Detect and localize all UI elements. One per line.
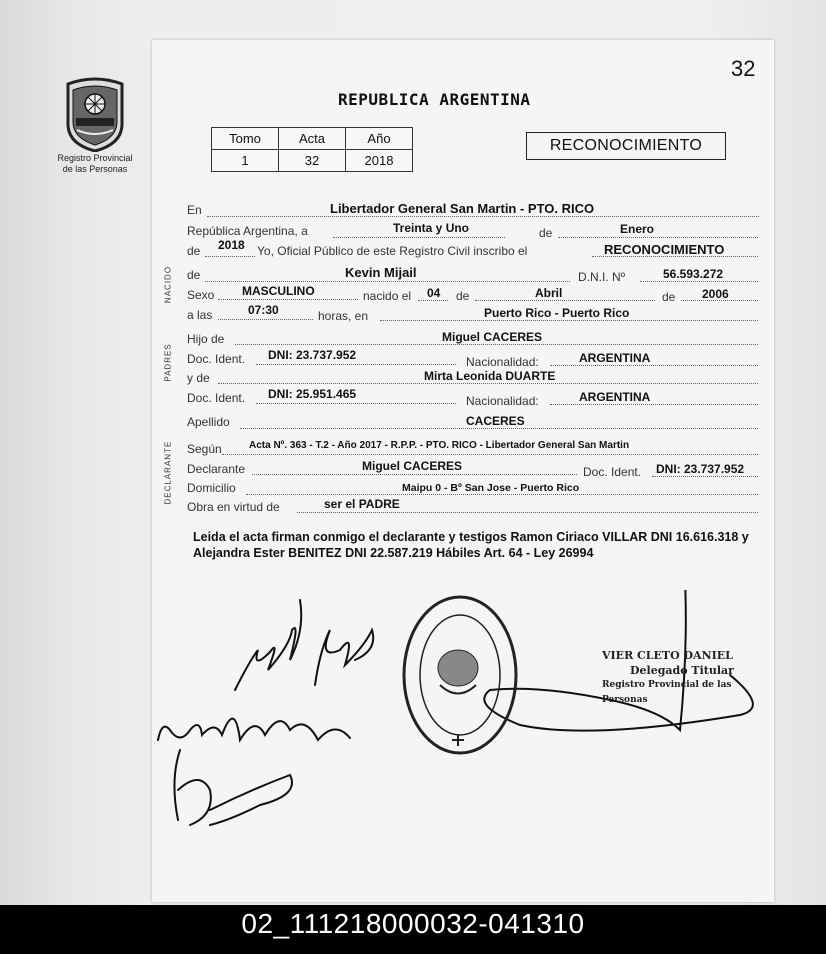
- act-table-value-row: [212, 150, 413, 172]
- de-label: de: [456, 289, 470, 303]
- hijo-label: Hijo de: [187, 332, 225, 346]
- mother-doc-value: DNI: 25.951.465: [268, 387, 357, 401]
- dotted-line: [218, 299, 358, 300]
- document-type-box: RECONOCIMIENTO: [526, 132, 726, 160]
- officer-title: Delegado Titular: [630, 664, 734, 677]
- dotted-line: [205, 281, 570, 282]
- de-label: de: [662, 290, 676, 304]
- father-nationality-value: ARGENTINA: [579, 351, 651, 365]
- declarante-label: Declarante: [187, 462, 246, 476]
- dotted-line: [240, 428, 758, 429]
- signatures-and-stamp: [140, 590, 780, 860]
- de-label: de: [539, 226, 553, 240]
- declarante-doc-value: DNI: 23.737.952: [656, 462, 745, 476]
- dotted-line: [205, 256, 255, 257]
- dotted-line: [297, 512, 758, 513]
- republica-label: República Argentina, a: [187, 224, 308, 238]
- act-table-header-row: [212, 128, 413, 150]
- closing-note: Leida el acta firman conmigo el declarante y testigos Ramon Ciriaco VILLAR DNI 16.616.318 y Alejandra Ester BENITEZ DNI 22.587.219 Hábiles Art. 64 - Ley 26994: [193, 530, 749, 560]
- dotted-line: [558, 237, 758, 238]
- horas-label: horas, en: [318, 309, 369, 323]
- birth-month-value: Abril: [535, 286, 563, 300]
- dotted-line: [550, 404, 758, 405]
- side-label-nacido: NACIDO: [163, 265, 173, 304]
- dotted-line: [256, 403, 456, 404]
- signature-witness-2: [158, 719, 350, 740]
- de-label: de: [187, 268, 201, 282]
- year-value: 2018: [218, 238, 245, 252]
- registry-name: [48, 153, 142, 175]
- act-table-header: Año: [346, 128, 413, 150]
- nacido-label: nacido el: [363, 289, 412, 303]
- doc-label: Doc. Ident.: [187, 352, 246, 366]
- dotted-line: [246, 494, 758, 495]
- father-name-value: Miguel CACERES: [442, 330, 543, 344]
- alas-label: a las: [187, 308, 213, 322]
- dni-label: D.N.I. Nº: [578, 270, 626, 284]
- day-value: Treinta y Uno: [393, 221, 470, 235]
- mother-nationality-value: ARGENTINA: [579, 390, 651, 404]
- dotted-line: [418, 300, 448, 301]
- dotted-line: [207, 216, 759, 217]
- birth-year-value: 2006: [702, 287, 729, 301]
- act-table-cell: 1: [212, 150, 279, 172]
- obra-value: ser el PADRE: [324, 497, 400, 511]
- dotted-line: [235, 344, 758, 345]
- dotted-line: [256, 364, 456, 365]
- de-label: de: [187, 244, 201, 258]
- officer-name: VIER CLETO DANIEL: [602, 649, 733, 662]
- registry-name-line1: Registro Provincial: [57, 153, 133, 163]
- mother-name-value: Mirta Leonida DUARTE: [424, 369, 556, 383]
- dotted-line: [218, 383, 758, 384]
- apellido-value: CACERES: [466, 414, 525, 428]
- registry-name-line2: de las Personas: [62, 164, 128, 174]
- birth-place-value: Puerto Rico - Puerto Rico: [484, 306, 630, 320]
- signature-witness-1: [315, 630, 373, 685]
- signature-officer-initials: [174, 750, 292, 825]
- act-table-header: Tomo: [212, 128, 279, 150]
- page-number: 32: [731, 56, 756, 81]
- segun-value: Acta Nº. 363 - T.2 - Año 2017 - R.P.P. - PTO. RICO - Libertador General San Martin: [249, 440, 630, 451]
- signature-declarante: [235, 600, 301, 690]
- dotted-line: [640, 281, 758, 282]
- declarante-value: Miguel CACERES: [362, 459, 463, 473]
- domicilio-value: Maipu 0 - Bº San Jose - Puerto Rico: [402, 482, 580, 494]
- doc-label: Doc. Ident.: [187, 391, 246, 405]
- dotted-line: [550, 365, 758, 366]
- officer-office: Registro Provincial de las Personas: [602, 680, 732, 705]
- dotted-line: [475, 300, 655, 301]
- sexo-value: MASCULINO: [242, 284, 315, 298]
- child-name-value: Kevin Mijail: [345, 265, 417, 280]
- dni-value: 56.593.272: [663, 267, 724, 281]
- document-header: REPUBLICA ARGENTINA: [338, 90, 531, 109]
- nacionalidad-label: Nacionalidad:: [466, 355, 539, 369]
- yde-label: y de: [187, 371, 210, 385]
- sexo-label: Sexo: [187, 288, 215, 302]
- side-label-padres: PADRES: [163, 343, 173, 382]
- dotted-line: [218, 319, 313, 320]
- inscribo-value: RECONOCIMIENTO: [604, 242, 725, 257]
- side-label-declarante: DECLARANTE: [163, 440, 173, 505]
- officer-stamp: [602, 648, 752, 708]
- nacionalidad-label: Nacionalidad:: [466, 394, 539, 408]
- act-table-cell: 32: [279, 150, 346, 172]
- father-doc-value: DNI: 23.737.952: [268, 348, 357, 362]
- domicilio-label: Domicilio: [187, 481, 236, 495]
- doc-label: Doc. Ident.: [583, 465, 642, 479]
- dotted-line: [222, 454, 758, 455]
- act-table-cell: 2018: [346, 150, 413, 172]
- birth-time-value: 07:30: [248, 303, 279, 317]
- act-table-header: Acta: [279, 128, 346, 150]
- month-value: Enero: [620, 222, 655, 236]
- dotted-line: [652, 476, 758, 477]
- scan-id: 02_111218000032-041310: [241, 908, 585, 939]
- obra-label: Obra en virtud de: [187, 500, 280, 514]
- dotted-line: [333, 237, 505, 238]
- segun-label: Según: [187, 442, 222, 456]
- dotted-line: [380, 320, 758, 321]
- oficial-text: Yo, Oficial Público de este Registro Civil inscribo el: [257, 244, 528, 258]
- apellido-label: Apellido: [187, 415, 230, 429]
- birth-day-value: 04: [427, 286, 441, 300]
- dotted-line: [252, 474, 577, 475]
- place-value: Libertador General San Martin - PTO. RICO: [330, 201, 595, 216]
- act-table: [211, 127, 413, 172]
- en-label: En: [187, 203, 202, 217]
- province-seal-icon: [62, 74, 128, 152]
